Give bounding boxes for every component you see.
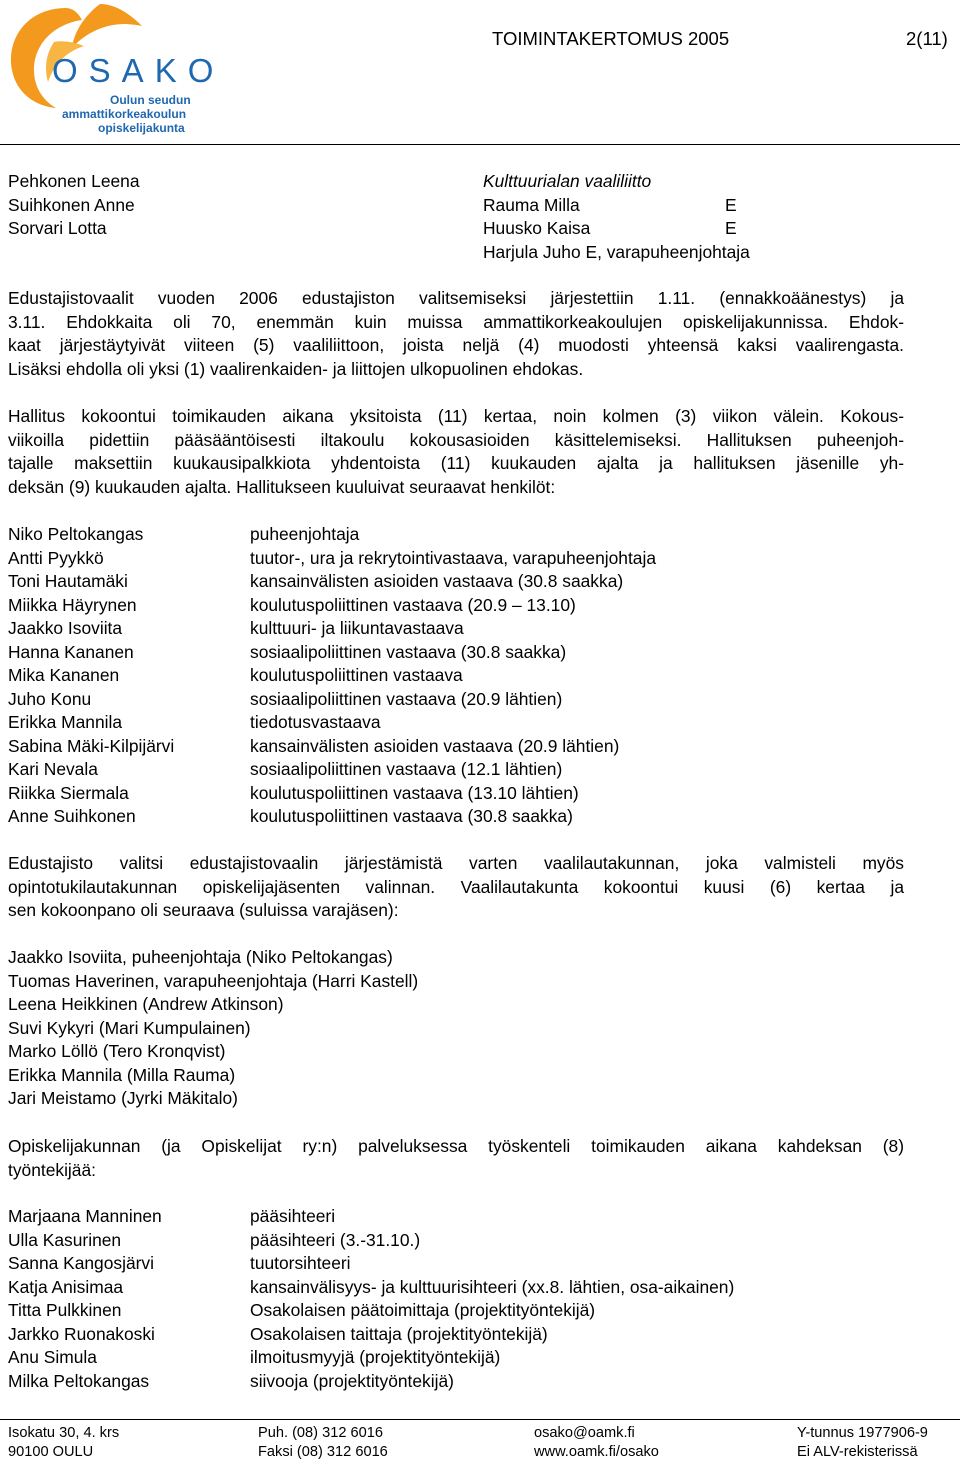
logo-subtitle-3: opiskelijakunta [98, 121, 185, 135]
election-paragraph [8, 287, 904, 381]
member-name: Juho Konu [8, 688, 92, 709]
staff-name: Ulla Kasurinen [8, 1229, 122, 1250]
staff-name: Sanna Kangosjärvi [8, 1253, 154, 1273]
committee-list [8, 946, 418, 1111]
paragraph-line: opintotukilautakunnan opiskelijajäsenten valinnan. Vaalilautakunta kokoontui kuusi (6) kertaa ja [8, 876, 904, 897]
committee-member: Tuomas Haverinen, varapuheenjohtaja (Harri Kastell) [8, 970, 419, 991]
board-row [8, 641, 908, 665]
member-name: Anne Suihkonen [8, 806, 136, 826]
board-row [8, 735, 908, 759]
staff-role: Osakolaisen päätoimittaja (projektityöntekijä) [250, 1300, 596, 1320]
staff-name: Jarkko Ruonakoski [8, 1323, 155, 1344]
member-name: Toni Hautamäki [8, 571, 128, 591]
member-role: kansainvälisten asioiden vastaava (30.8 saakka) [250, 571, 624, 591]
phone-number: Puh. (08) 312 6016 [258, 1425, 383, 1441]
election-committee-paragraph [8, 852, 904, 923]
board-row [8, 805, 908, 829]
board-row [8, 664, 908, 688]
staff-paragraph [8, 1135, 904, 1182]
member-role: sosiaalipoliittinen vastaava (20.9 lähtien) [250, 688, 563, 709]
candidate-row [8, 217, 908, 241]
vat-status: Ei ALV-rekisterissä [797, 1444, 918, 1460]
member-role: kansainvälisten asioiden vastaava (20.9 lähtien) [250, 735, 620, 756]
street-address: Isokatu 30, 4. krs [8, 1425, 120, 1441]
paragraph-line: Hallitus kokoontui toimikauden aikana yksitoista (11) kertaa, noin kolmen (3) viikon välein. Kokous- [8, 406, 904, 426]
footer-address [8, 1424, 119, 1462]
staff-role: pääsihteeri (3.-31.10.) [250, 1229, 421, 1250]
logo-wordmark: OSAKO [52, 52, 225, 89]
staff-role: kansainvälisyys- ja kulttuurisihteeri (xx.8. lähtien, osa-aikainen) [250, 1276, 735, 1297]
staff-role: ilmoitusmyyjä (projektityöntekijä) [250, 1347, 501, 1367]
email-address: osako@oamk.fi [534, 1425, 635, 1441]
member-name: Sabina Mäki-Kilpijärvi [8, 735, 175, 756]
member-role: tuutor-, ura ja rekrytointivastaava, varapuheenjohtaja [250, 547, 657, 568]
staff-name: Katja Anisimaa [8, 1276, 124, 1297]
header-divider [0, 144, 960, 145]
elected-mark: E [725, 194, 737, 215]
member-name: Antti Pyykkö [8, 547, 104, 568]
business-id: Y-tunnus 1977906-9 [797, 1425, 928, 1441]
member-role: sosiaalipoliittinen vastaava (30.8 saakka) [250, 641, 567, 662]
committee-member: Leena Heikkinen (Andrew Atkinson) [8, 994, 284, 1014]
paragraph-line: 3.11. Ehdokkaita oli 70, enemmän kuin muissa ammattikorkeakoulujen opiskelijakunnissa. Ehdok- [8, 311, 904, 332]
member-role: puheenjohtaja [250, 524, 360, 544]
member-role: sosiaalipoliittinen vastaava (12.1 lähtien) [250, 759, 563, 779]
paragraph-line: sen kokoonpano oli seuraava (suluissa varajäsen): [8, 900, 399, 920]
staff-name: Milka Peltokangas [8, 1370, 150, 1391]
board-row [8, 617, 908, 641]
staff-role: tuutorsihteeri [250, 1253, 351, 1273]
fax-number: Faksi (08) 312 6016 [258, 1444, 388, 1460]
member-name: Kari Nevala [8, 759, 98, 779]
candidate-name: Huusko Kaisa [483, 218, 591, 238]
committee-member: Suvi Kykyri (Mari Kumpulainen) [8, 1017, 251, 1038]
staff-row [8, 1323, 908, 1347]
board-paragraph [8, 405, 904, 499]
member-role: tiedotusvastaava [250, 712, 381, 732]
logo-subtitle-2: ammattikorkeakoulun [62, 107, 187, 121]
board-row [8, 547, 908, 571]
member-name: Hanna Kananen [8, 641, 134, 662]
committee-member: Erikka Mannila (Milla Rauma) [8, 1064, 236, 1085]
paragraph-line: Lisäksi ehdolla oli yksi (1) vaalirenkaiden- ja liittojen ulkopuolinen ehdokas. [8, 358, 584, 379]
footer-registration [797, 1424, 928, 1462]
candidate-name: Harjula Juho E, varapuheenjohtaja [483, 241, 750, 262]
staff-row [8, 1299, 908, 1323]
footer-divider [0, 1419, 960, 1420]
committee-member: Jari Meistamo (Jyrki Mäkitalo) [8, 1088, 238, 1108]
paragraph-line: kaat järjestäytyivät viiteen (5) vaaliliittoon, joista neljä (4) muodosti yhteensä kaksi vaalirengasta. [8, 335, 904, 355]
logo-subtitle-1: Oulun seudun [110, 93, 191, 107]
paragraph-line: deksän (9) kuukauden ajalta. Hallitukseen kuuluivat seuraavat henkilöt: [8, 476, 556, 497]
board-row [8, 594, 908, 618]
paragraph-line: Edustajistovaalit vuoden 2006 edustajiston valitsemiseksi järjestettiin 1.11. (ennakkoäänestys) ja [8, 288, 904, 308]
board-row [8, 711, 908, 735]
staff-row [8, 1346, 908, 1370]
candidate-name: Rauma Milla [483, 194, 580, 215]
postal-address: 90100 OULU [8, 1444, 94, 1460]
staff-row [8, 1252, 908, 1276]
committee-member: Marko Löllö (Tero Kronqvist) [8, 1041, 226, 1061]
member-role: koulutuspoliittinen vastaava (20.9 – 13.10) [250, 594, 576, 615]
board-row [8, 570, 908, 594]
staff-name: Marjaana Manninen [8, 1206, 162, 1226]
footer-contact [534, 1424, 659, 1462]
candidate-row [8, 194, 908, 218]
staff-role: Osakolaisen taittaja (projektityöntekijä) [250, 1323, 548, 1344]
member-name: Riikka Siermala [8, 782, 129, 803]
board-member-list [8, 523, 908, 829]
member-name: Miikka Häyrynen [8, 594, 137, 615]
member-role: koulutuspoliittinen vastaava (30.8 saakka) [250, 806, 573, 826]
member-name: Mika Kananen [8, 665, 120, 685]
paragraph-line: tajalle maksettiin kuukausipalkkiota yhdentoista (11) kuukauden ajalta ja hallituksen jäsenille yh- [8, 453, 904, 473]
staff-list [8, 1205, 908, 1393]
staff-row [8, 1370, 908, 1394]
candidate-name: Sorvari Lotta [8, 218, 107, 238]
paragraph-line: työntekijää: [8, 1159, 96, 1180]
staff-name: Anu Simula [8, 1347, 97, 1367]
committee-member: Jaakko Isoviita, puheenjohtaja (Niko Peltokangas) [8, 947, 393, 967]
staff-role: pääsihteeri [250, 1206, 336, 1226]
member-role: koulutuspoliittinen vastaava (13.10 lähtien) [250, 782, 579, 803]
board-row [8, 758, 908, 782]
member-name: Jaakko Isoviita [8, 618, 123, 638]
alliance-name: Kulttuurialan vaaliliitto [483, 171, 652, 191]
paragraph-line: viikoilla pidettiin pääsääntöisesti iltakoulu kokousasioiden käsittelemiseksi. Hallituksen puheenjoh- [8, 429, 904, 450]
member-name: Erikka Mannila [8, 712, 123, 732]
member-name: Niko Peltokangas [8, 524, 144, 544]
candidate-list [8, 170, 908, 264]
paragraph-line: Edustajisto valitsi edustajistovaalin järjestämistä varten vaalilautakunnan, joka valmisteli myös [8, 853, 904, 873]
page-number: 2(11) [906, 28, 948, 49]
osako-logo [4, 2, 225, 138]
member-role: kulttuuri- ja liikuntavastaava [250, 618, 464, 638]
board-row [8, 688, 908, 712]
candidate-row [8, 170, 908, 194]
member-role: koulutuspoliittinen vastaava [250, 665, 463, 685]
board-row [8, 782, 908, 806]
candidate-row [8, 241, 908, 265]
staff-row [8, 1205, 908, 1229]
staff-row [8, 1276, 908, 1300]
elected-mark: E [725, 218, 737, 238]
paragraph-line: Opiskelijakunnan (ja Opiskelijat ry:n) palveluksessa työskenteli toimikauden aikana kahdeksan (8) [8, 1136, 904, 1156]
staff-name: Titta Pulkkinen [8, 1300, 122, 1320]
staff-role: siivooja (projektityöntekijä) [250, 1370, 454, 1391]
staff-row [8, 1229, 908, 1253]
document-title: TOIMINTAKERTOMUS 2005 [492, 28, 730, 49]
board-row [8, 523, 908, 547]
candidate-name: Suihkonen Anne [8, 194, 135, 215]
candidate-name: Pehkonen Leena [8, 171, 140, 191]
website-address: www.oamk.fi/osako [534, 1444, 659, 1460]
footer-phone [258, 1424, 388, 1462]
